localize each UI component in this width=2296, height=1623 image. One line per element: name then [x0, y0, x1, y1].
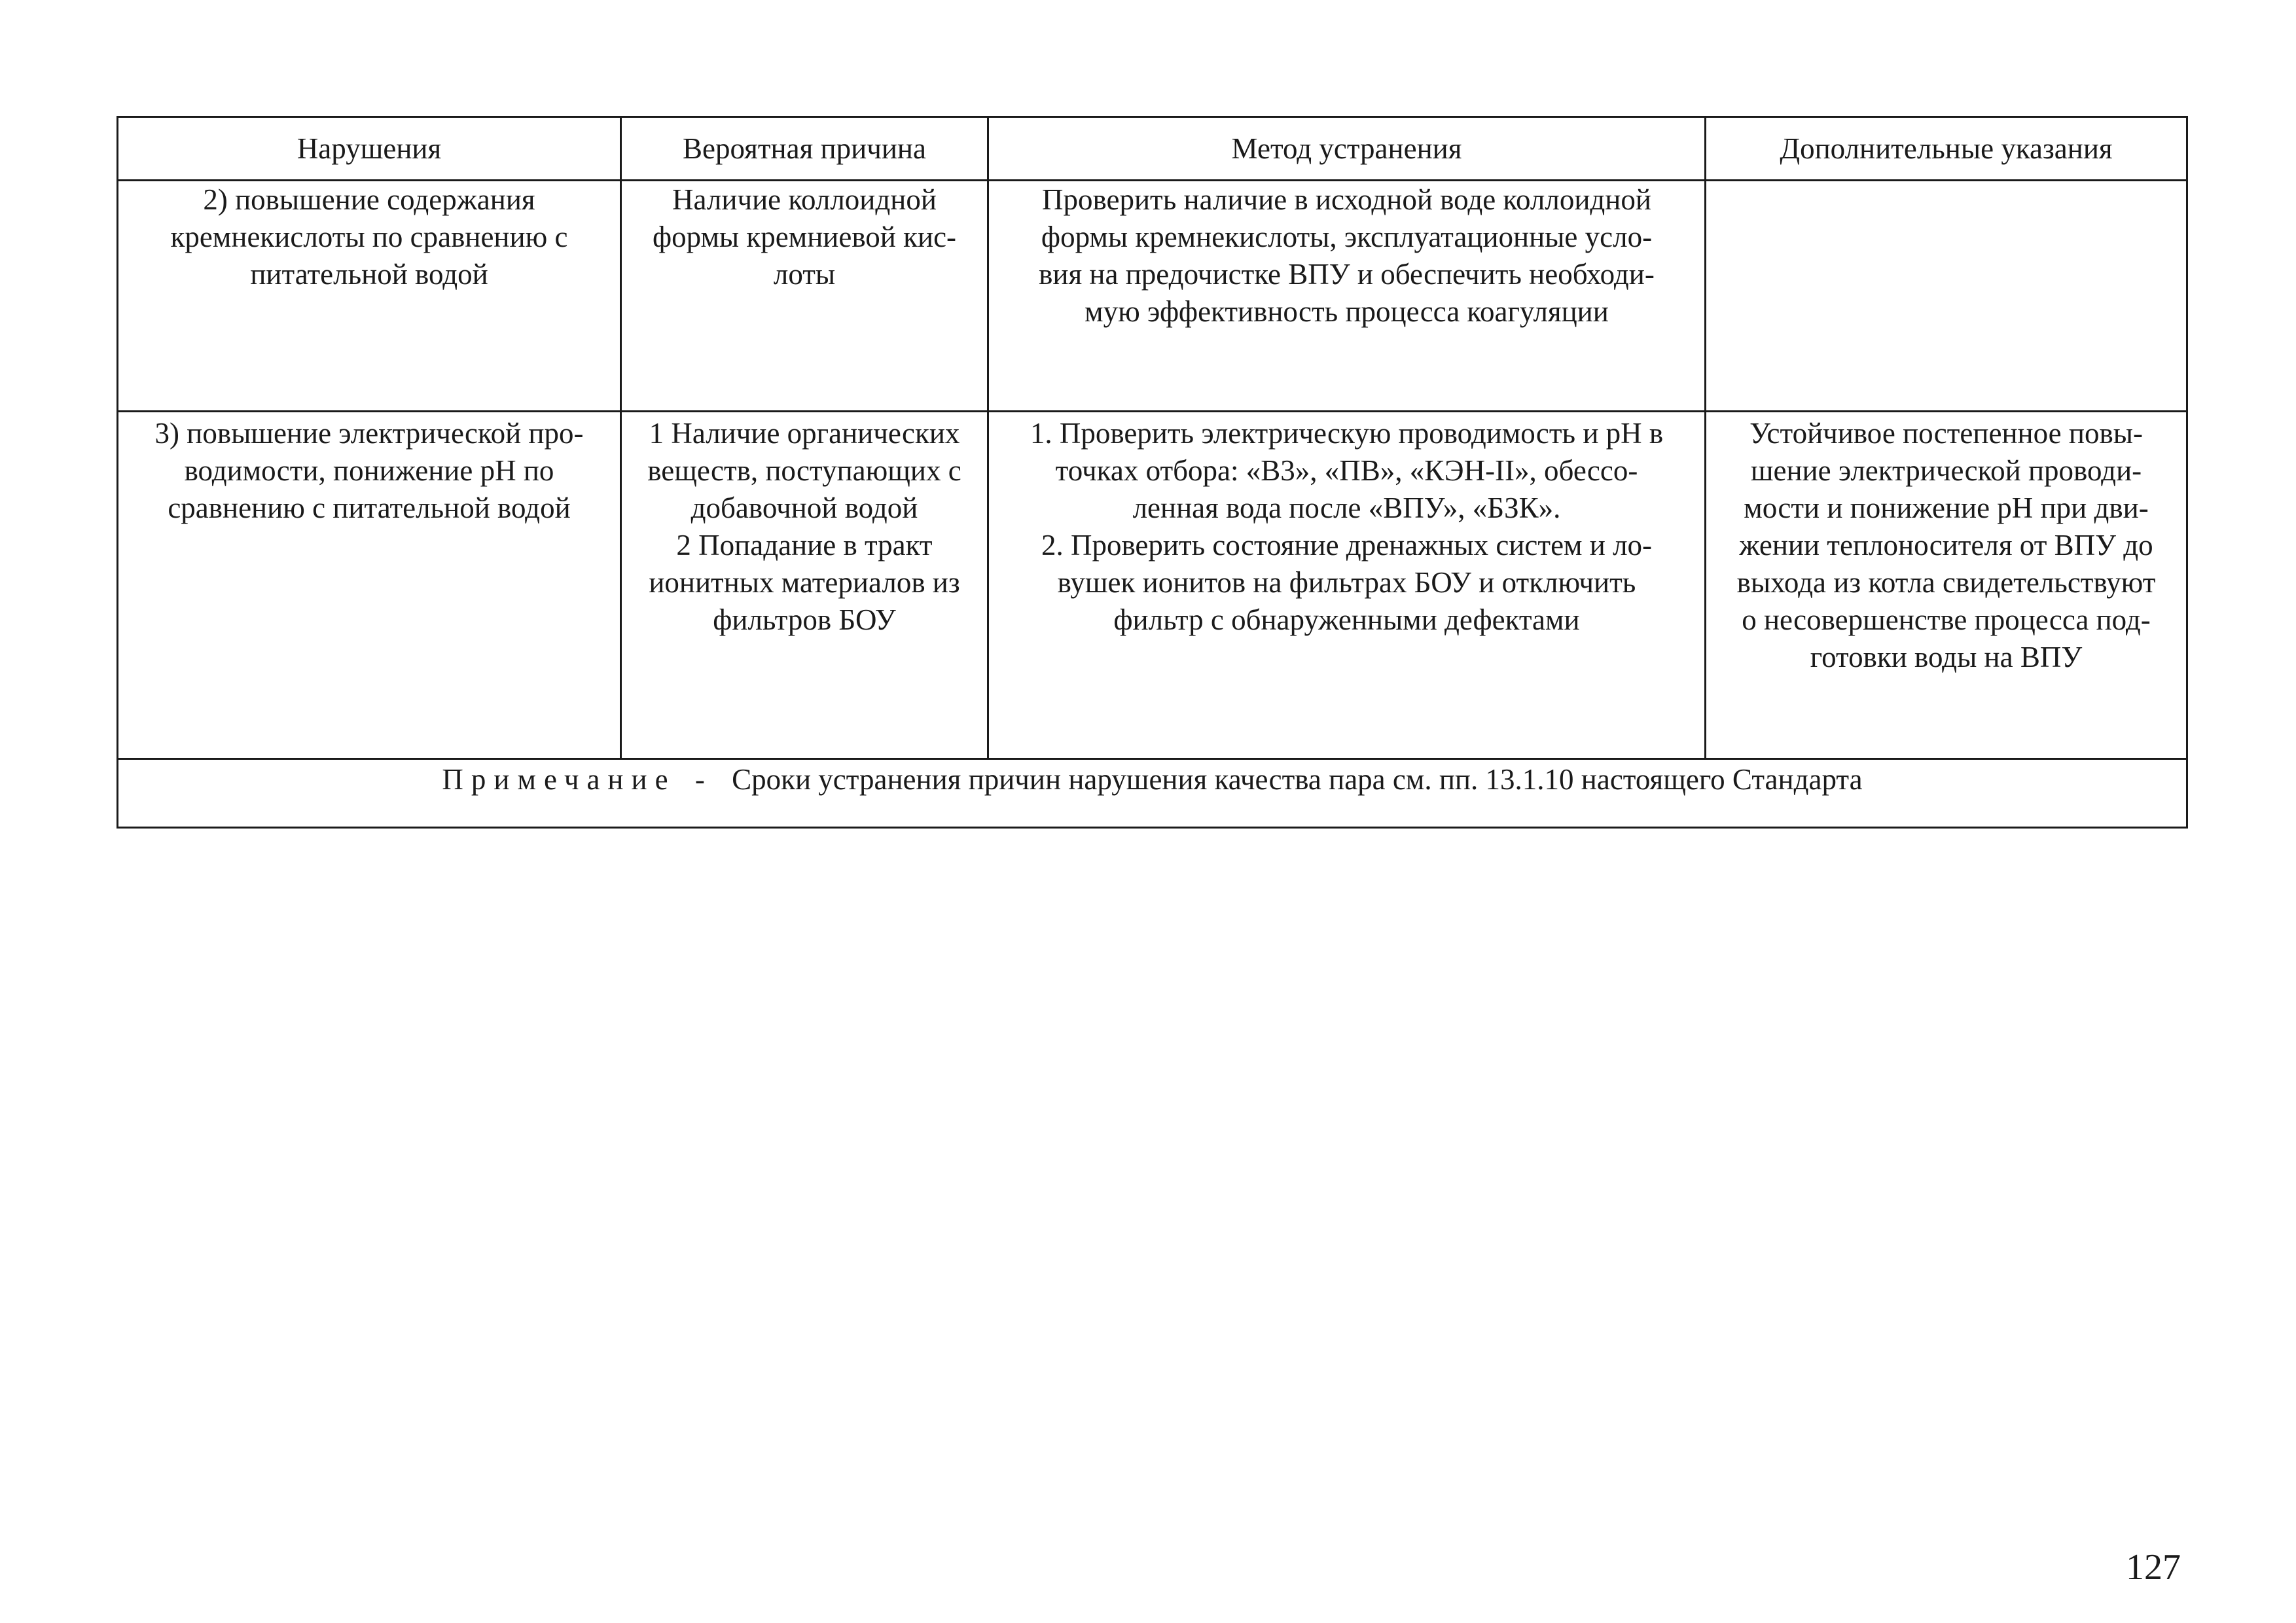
text-line: сравнению с питательной водой [168, 491, 571, 524]
text-line: веществ, поступающих с [647, 454, 961, 487]
text-line: мости и понижение рН при дви- [1744, 491, 2149, 524]
header-violations: Нарушения [118, 117, 621, 181]
table-note [118, 759, 2187, 828]
text-line: ионитных материалов из [649, 566, 960, 599]
text-line: фильтр с обнаруженными дефектами [1113, 603, 1580, 636]
table-row [118, 181, 2187, 412]
text-line: 2 Попадание в тракт [676, 529, 933, 562]
method-cell [988, 412, 1706, 759]
text-line: точках отбора: «В3», «ПВ», «КЭН-II», обессо- [1055, 454, 1638, 487]
text-line: 2. Проверить состояние дренажных систем и ло- [1041, 529, 1653, 562]
text-line: фильтров БОУ [713, 603, 896, 636]
notes-cell [1706, 181, 2187, 412]
cause-cell [621, 412, 988, 759]
note-dash: - [694, 763, 705, 796]
table-header-row [118, 117, 2187, 181]
text-line: водимости, понижение рН по [184, 454, 554, 487]
note-text: Сроки устранения причин нарушения качества пара см. пп. 13.1.10 настоящего Стандарта [732, 763, 1863, 796]
text-line: готовки воды на ВПУ [1810, 641, 2083, 673]
text-line: 2) повышение содержания [203, 183, 535, 216]
note-label: Примечание [442, 763, 676, 796]
text-line: Проверить наличие в исходной воде коллоидной [1042, 183, 1651, 216]
text-line: выхода из котла свидетельствуют [1736, 566, 2156, 599]
text-line: мую эффективность процесса коагуляции [1085, 295, 1609, 328]
text-line: 3) повышение электрической про- [154, 417, 584, 450]
header-probable-cause: Вероятная причина [621, 117, 988, 181]
method-cell [988, 181, 1706, 412]
text-line: формы кремнекислоты, эксплуатационные усло- [1041, 221, 1653, 253]
violation-cell [118, 181, 621, 412]
text-line: формы кремниевой кис- [652, 221, 957, 253]
text-line: вушек ионитов на фильтрах БОУ и отключить [1057, 566, 1636, 599]
text-line: кремнекислоты по сравнению с [170, 221, 568, 253]
text-line: 1. Проверить электрическую проводимость и рН в [1030, 417, 1664, 450]
notes-cell [1706, 412, 2187, 759]
text-line: лоты [773, 258, 836, 291]
text-line: питательной водой [250, 258, 488, 291]
violation-cell [118, 412, 621, 759]
page-number: 127 [2126, 1547, 2181, 1588]
header-fix-method: Метод устранения [988, 117, 1706, 181]
text-line: 1 Наличие органических [649, 417, 960, 450]
text-line: Устойчивое постепенное повы- [1749, 417, 2143, 450]
text-line: ленная вода после «ВПУ», «БЗК». [1132, 491, 1561, 524]
text-line: о несовершенстве процесса под- [1742, 603, 2151, 636]
header-additional-notes: Дополнительные указания [1706, 117, 2187, 181]
table-note-row [118, 759, 2187, 828]
text-line: вия на предочистке ВПУ и обеспечить необходи- [1039, 258, 1655, 291]
text-line: жении теплоносителя от ВПУ до [1739, 529, 2153, 562]
table-row [118, 412, 2187, 759]
troubleshooting-table [117, 116, 2188, 829]
text-line: добавочной водой [691, 491, 918, 524]
text-line: Наличие коллоидной [672, 183, 937, 216]
cause-cell [621, 181, 988, 412]
text-line: шение электрической проводи- [1750, 454, 2142, 487]
